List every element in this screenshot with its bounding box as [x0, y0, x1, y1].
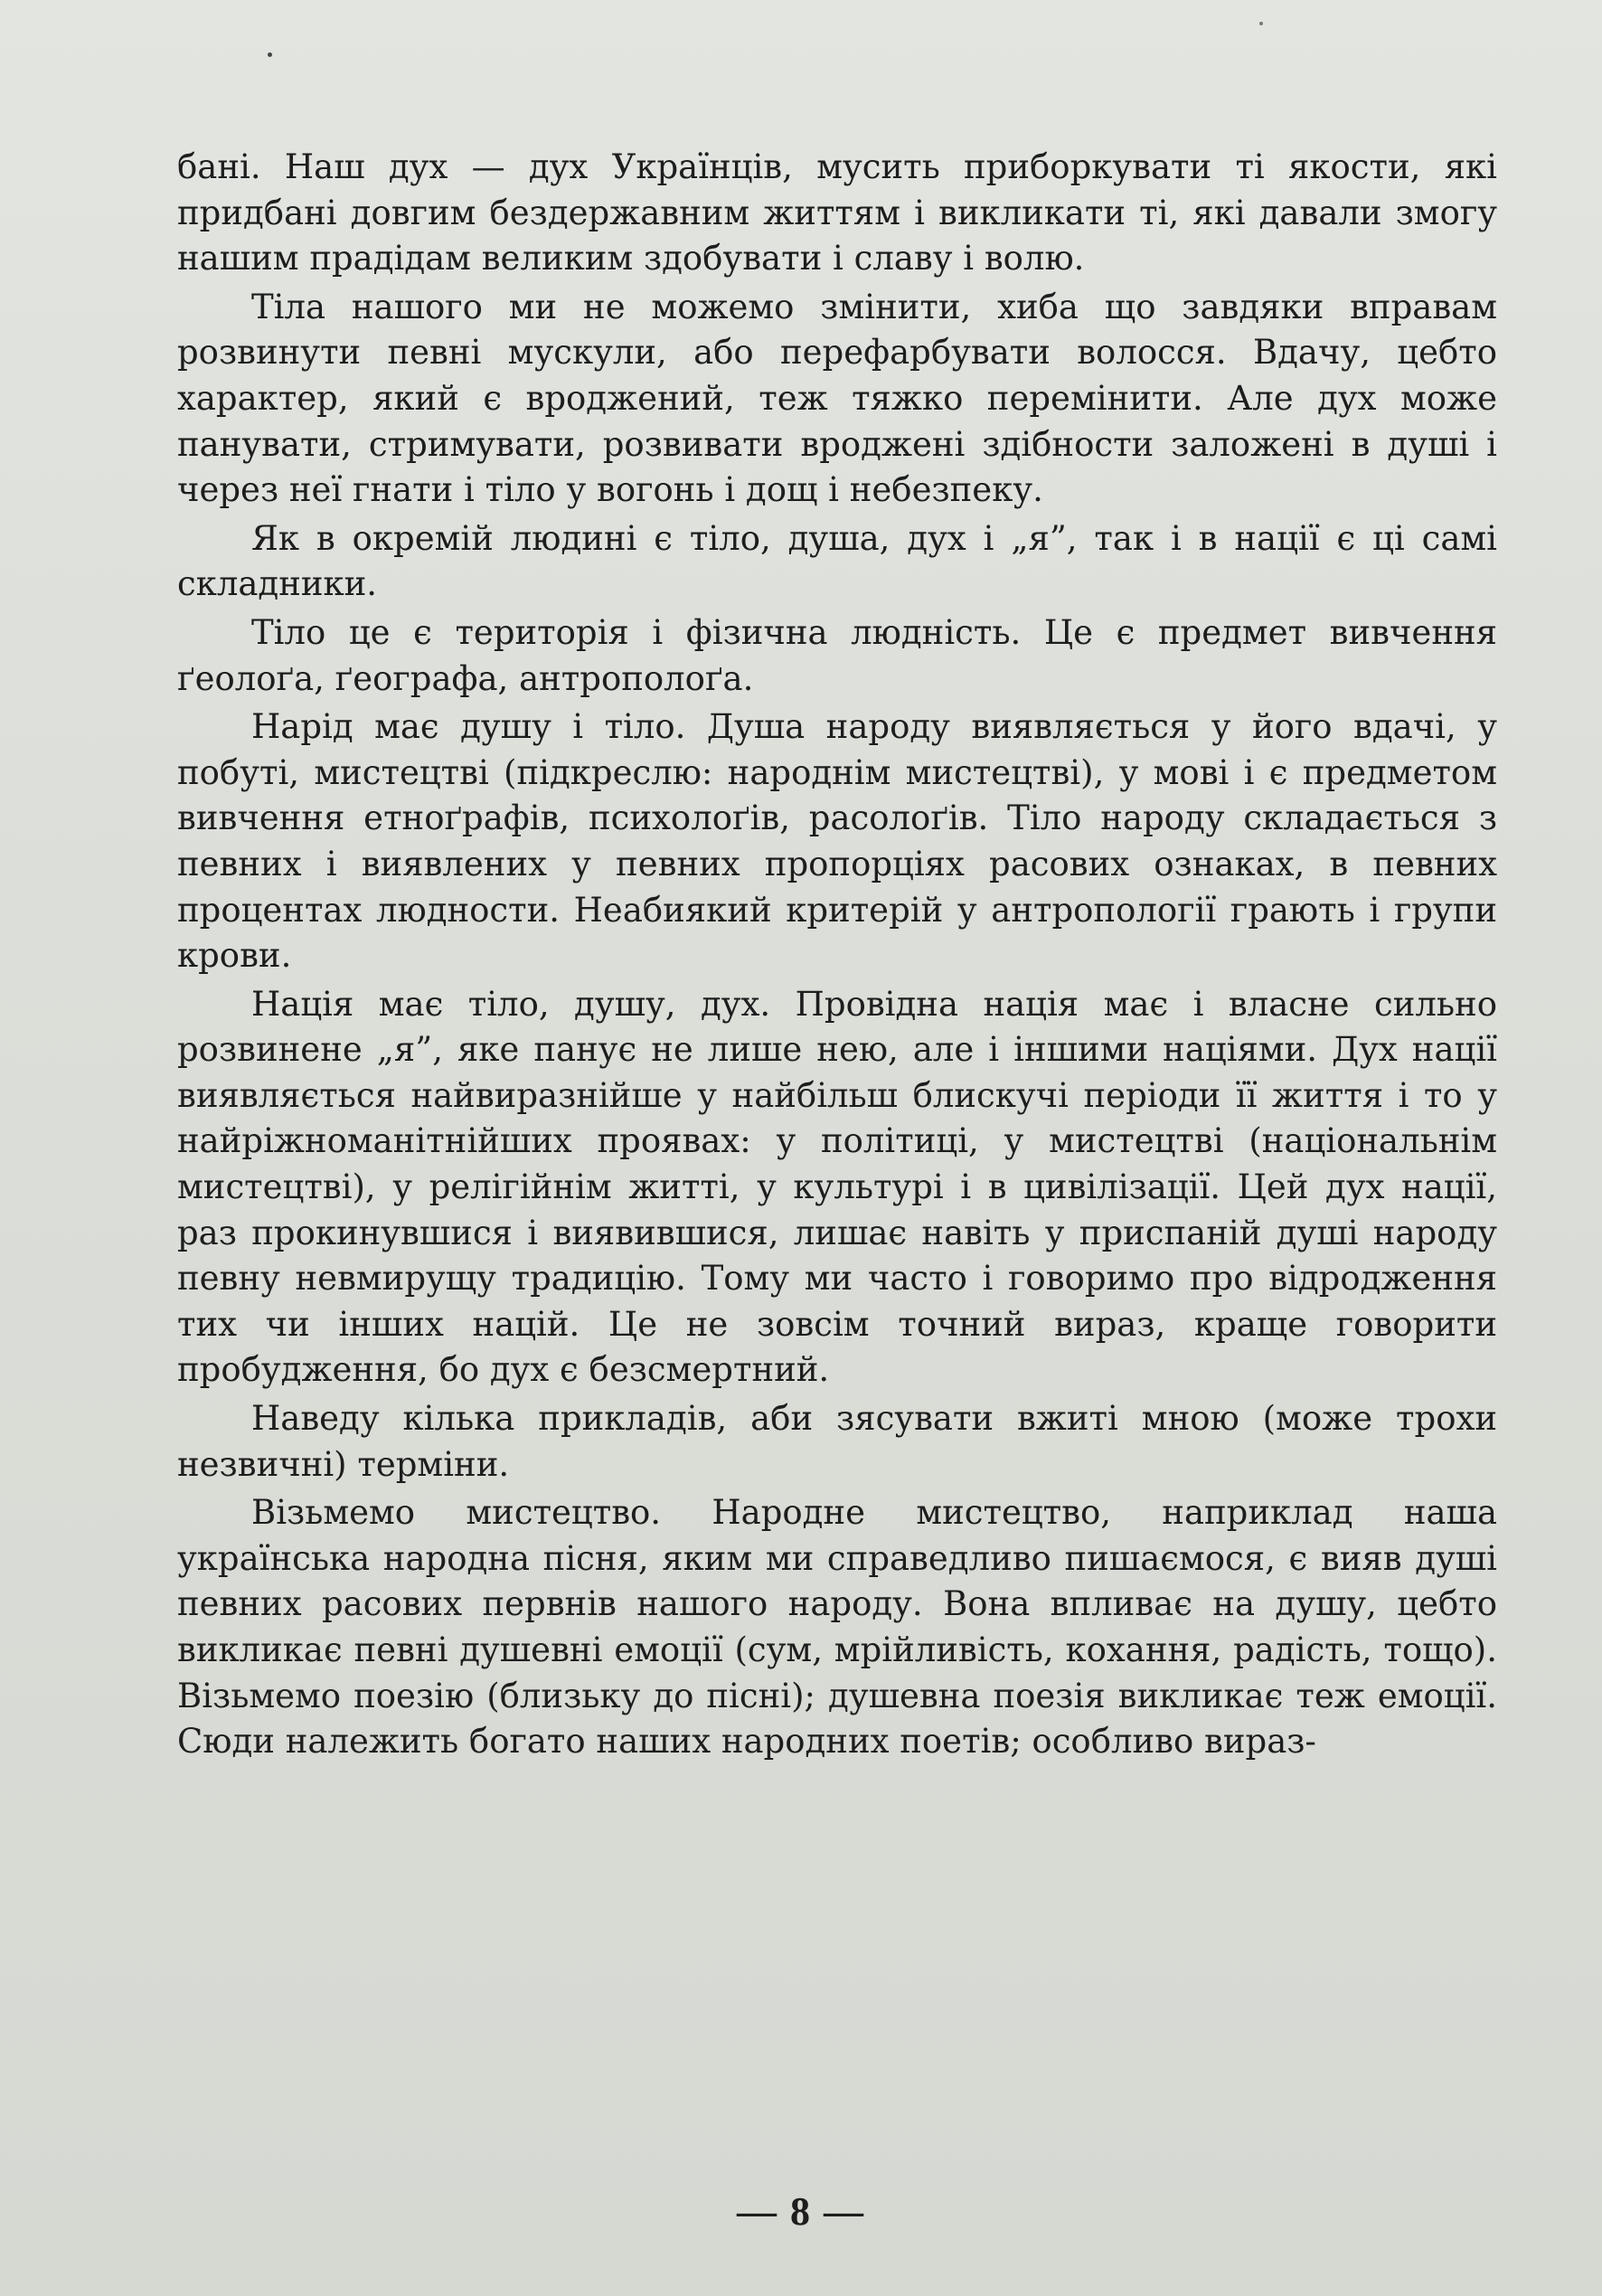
paragraph: бані. Наш дух — дух Українців, мусить приборкувати ті якости, які придбані довгим бездержавним життям і викликати ті, які давали змогу нашим прадідам великим здобувати і славу і волю. [177, 147, 1497, 279]
page-number: — 8 — [737, 2189, 865, 2234]
paragraph: Візьмемо мистецтво. Народне мистецтво, наприклад наша українська народна пісня, яким ми справедливо пишаємося, є вияв душі певних расових первнів нашого народу. Вона впливає на душу, цебто викликає певні душевні емоції (сум, мрійливість, кохання, радість, тощо). Візьмемо поезію (близьку до пісні); душевна поезія викликає теж емоції. Сюди належить богато наших народних поетів; особливо вираз- [177, 1493, 1497, 1762]
paragraph: Як в окремій людині є тіло, душа, дух і „я”, так і в нації є ці самі складники. [177, 518, 1497, 604]
paragraph: Тіла нашого ми не можемо змінити, хиба що завдяки вправам розвинути певні мускули, або перефарбувати волосся. Вдачу, цебто характер, який є вроджений, теж тяжко перемінити. Але дух може панувати, стримувати, розвивати вроджені здібности заложені в душі і через неї гнати і тіло у вогонь і дощ і небезпеку. [177, 287, 1497, 510]
paragraph: Тіло це є територія і фізична людність. Це є предмет вивчення ґеолоґа, ґеографа, антрополоґа. [177, 612, 1497, 698]
paragraph: Наведу кілька прикладів, аби зясувати вжиті мною (може трохи незвичні) терміни. [177, 1399, 1497, 1484]
ink-speck [268, 52, 272, 57]
body-text [177, 145, 1497, 1765]
paragraph: Нація має тіло, душу, дух. Провідна нація має і власне сильно розвинене „я”, яке панує не лише нею, але і іншими націями. Дух нації виявляється найвиразнійше у найбільш блискучі періоди її життя і то у найріжноманітнійших проявах: у політиці, у мистецтві (національнім мистецтві), у релігійнім житті, у культурі і в цивілізації. Цей дух нації, раз прокинувшися і виявившися, лишає навіть у приспаній душі народу певну невмирущу традицію. Тому ми часто і говоримо про відродження тих чи інших націй. Це не зовсім точний вираз, краще говорити пробудження, бо дух є безсмертний. [177, 984, 1497, 1390]
paragraph: Нарід має душу і тіло. Душа народу виявляється у його вдачі, у побуті, мистецтві (підкреслю: народнім мистецтві), у мові і є предметом вивчення етноґрафів, психолоґів, расолоґів. Тіло народу складається з певних і виявлених у певних пропорціях расових ознаках, в певних процентах людности. Неабиякий критерій у антропології грають і групи крови. [177, 707, 1497, 976]
ink-speck [1259, 22, 1263, 25]
